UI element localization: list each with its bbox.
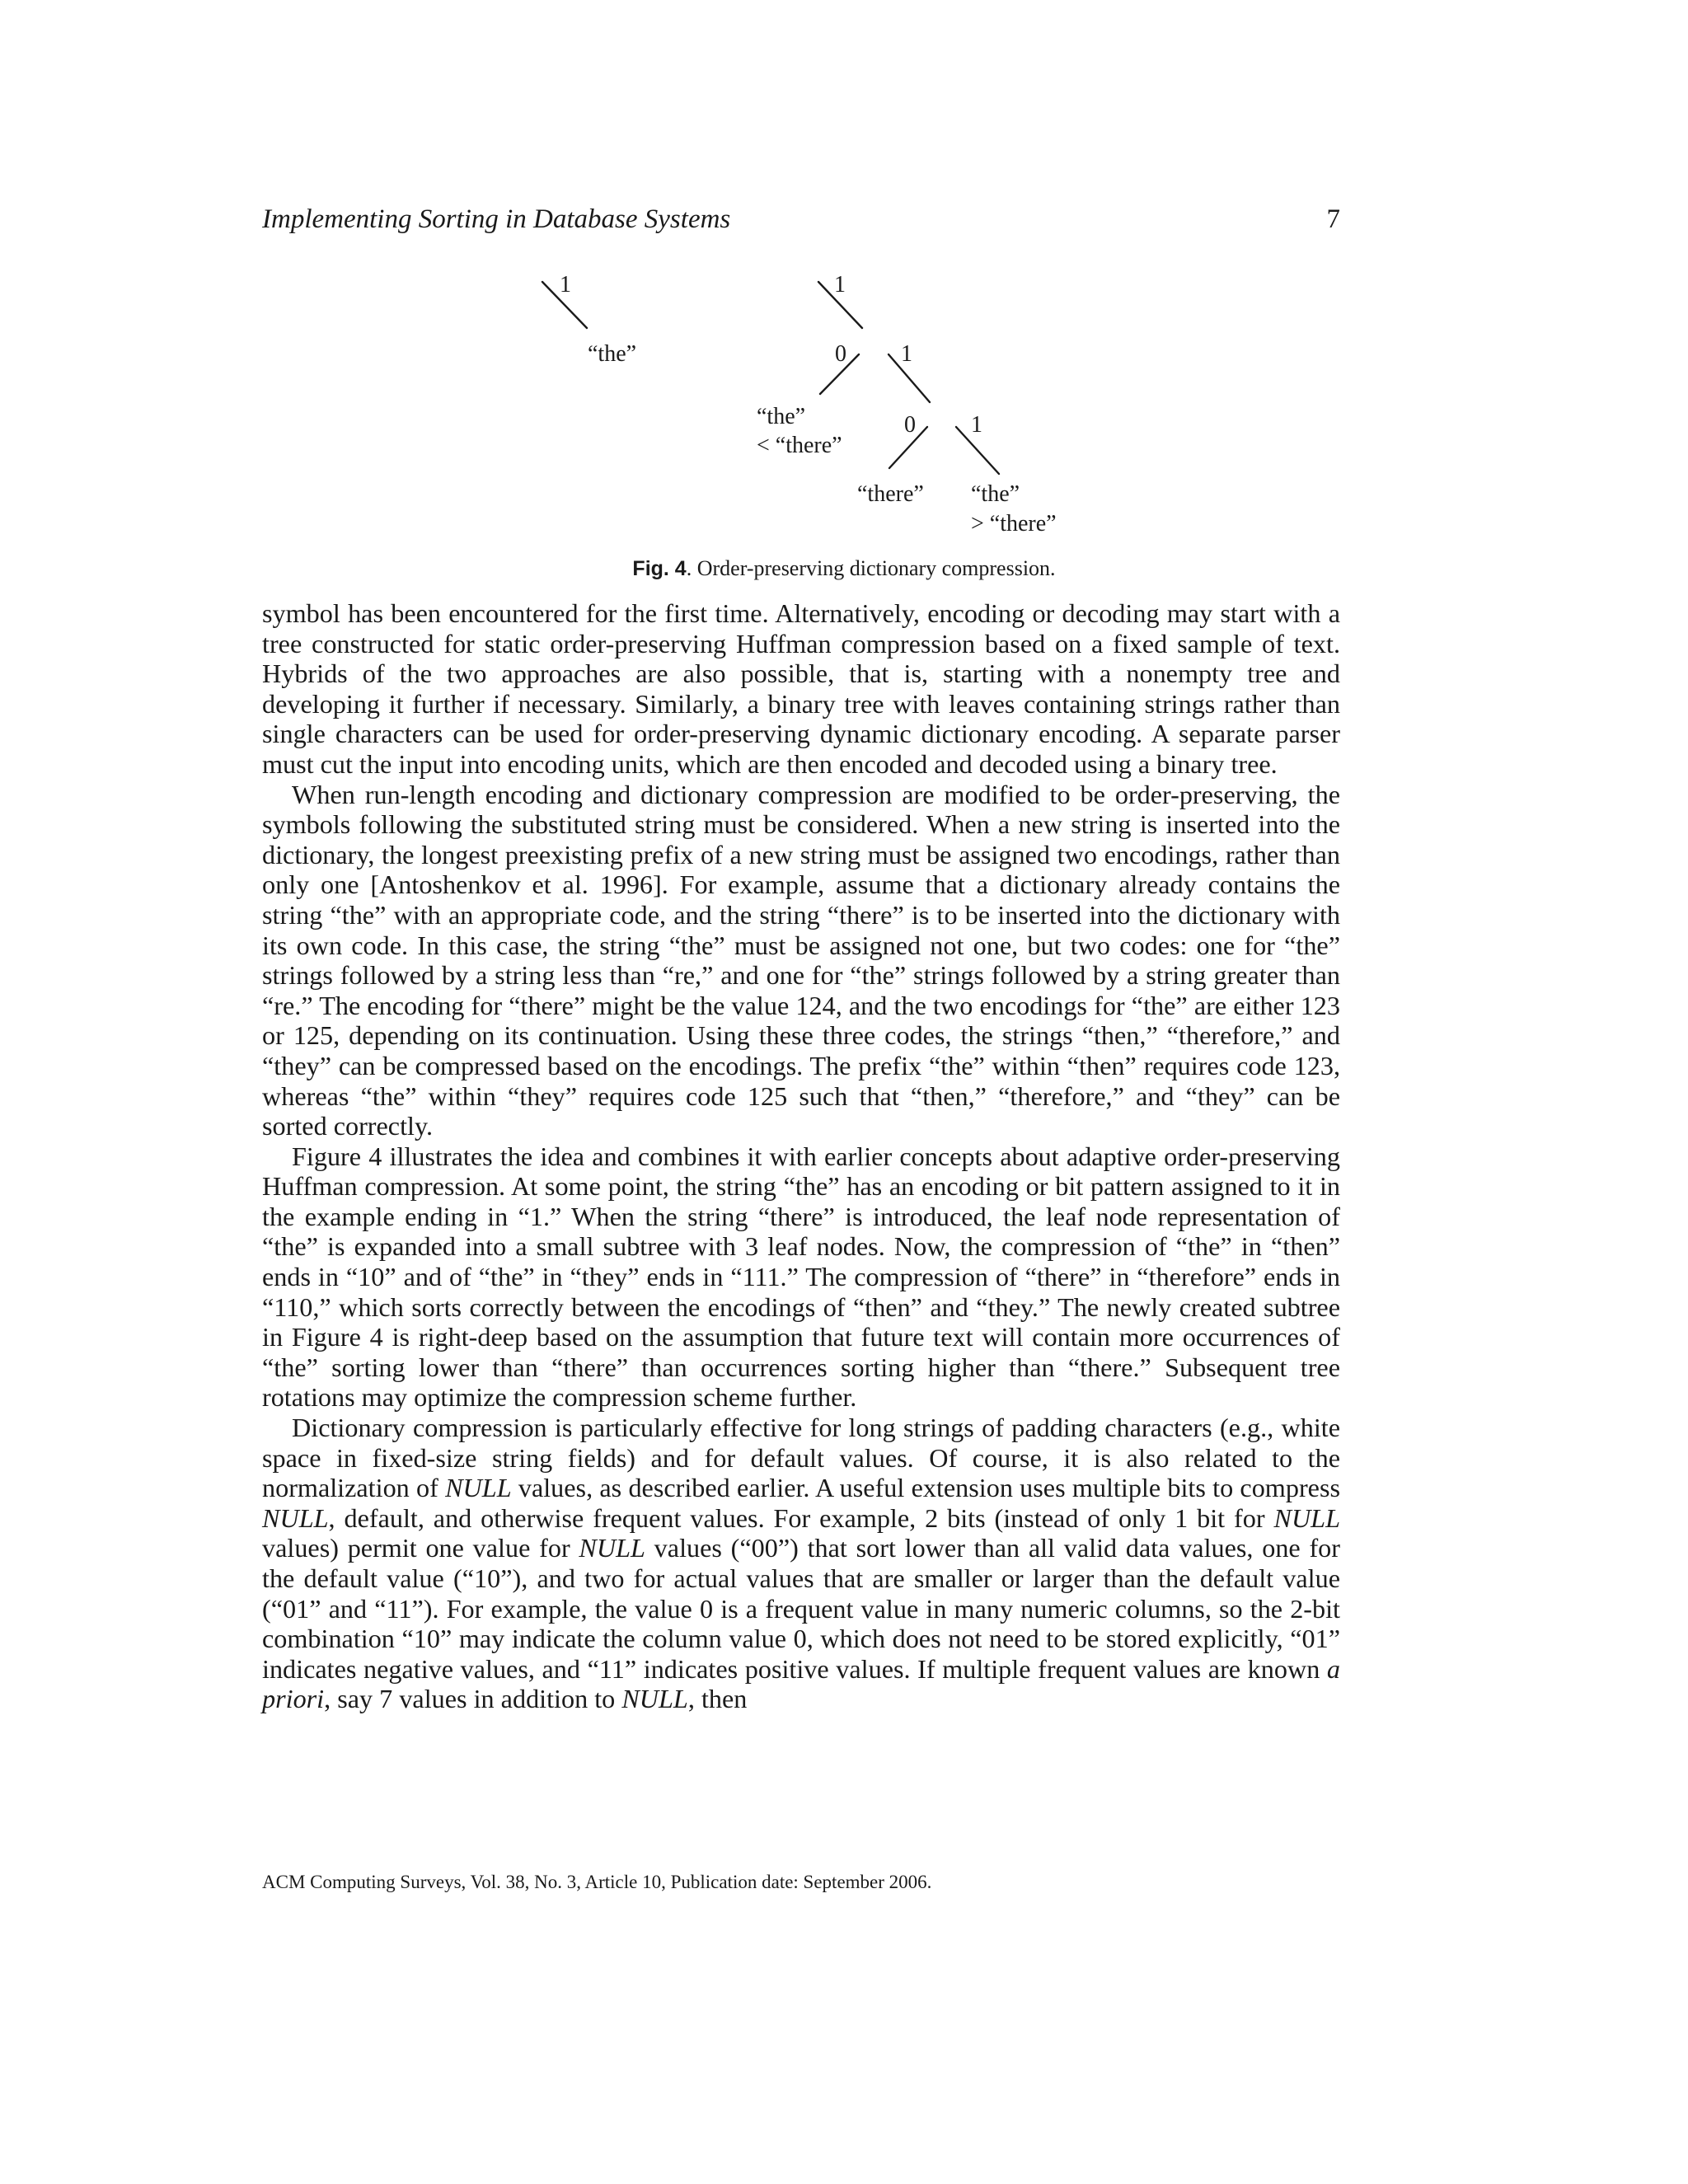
paragraph-3: Figure 4 illustrates the idea and combines it with earlier concepts about adaptive order-preserving Huffman compression. At some point, the string “the” has an encoding or bit pattern assigned to it in the example ending in “1.” When the string “there” is introduced, the leaf node representation of “the” is expanded into a small subtree with 3 leaf nodes. Now, the compression of “the” in “then” ends in “10” and of “the” in “they” ends in “111.” The compression of “there” in “therefore” ends in “110,” which sorts correctly between the encodings of “then” and “they.” The newly created subtree in Figure 4 is right-deep based on the assumption that future text will contain more occurrences of “the” sorting lower than “there” than occurrences sorting higher than “there.” Subsequent tree rotations may optimize the compression scheme further. xyxy=(262,1141,1340,1413)
leaf-the-less-line1: “the” xyxy=(757,404,806,429)
paragraph-2: When run-length encoding and dictionary compression are modified to be order-preserving, the symbols following the substituted string must be considered. When a new string is inserted into the dictionary, the longest preexisting prefix of a new string must be assigned two encodings, rather than only one [Antoshenkov et al. 1996]. For example, assume that a dictionary already contains the string “the” with an appropriate code, and the string “there” is to be inserted into the dictionary with its own code. In this case, the string “the” must be assigned not one, but two codes: one for “the” strings followed by a string less than “re,” and one for “the” strings followed by a string greater than “re.” The encoding for “there” might be the value 124, and the two encodings for “the” are either 123 or 125, depending on its continuation. Using these three codes, the strings “then,” “therefore,” and “they” can be compressed based on the encodings. The prefix “the” within “then” requires code 123, whereas “the” within “they” requires code 125 such that “then,” “therefore,” and “they” can be sorted correctly. xyxy=(262,779,1340,1141)
p4-null-1: NULL xyxy=(445,1473,512,1503)
right-tree-bit-1: 1 xyxy=(901,341,912,367)
figure-4 xyxy=(0,0,1688,593)
page-number: 7 xyxy=(1326,204,1340,234)
leaf-the-greater-line2: > “there” xyxy=(971,511,1057,537)
p4-text-g: , then xyxy=(687,1684,748,1714)
leaf-the-greater-line1: “the” xyxy=(971,481,1020,507)
p4-null-3: NULL xyxy=(1273,1502,1340,1533)
p4-null-5: NULL xyxy=(621,1684,688,1714)
figure-caption xyxy=(0,555,1688,582)
p4-text-c: , default, and otherwise frequent values. For example, 2 bits (instead of only 1 bit for xyxy=(328,1502,1274,1533)
subtree-bit-1: 1 xyxy=(971,412,982,438)
p4-text-b: values, as described earlier. A useful extension uses multiple bits to compress xyxy=(511,1473,1340,1503)
p4-text-e: values (“00”) that sort lower than all valid data values, one for the default value (“10”), and two for actual values that are smaller or larger than the default value (“01” and “11”). For example, the value 0 is a frequent value in many numeric columns, so the 2-bit combination “10” may indicate the column value 0, which does not need to be stored explicitly, “01” indicates negative values, and “11” indicates positive values. If multiple frequent values are known xyxy=(262,1533,1340,1684)
left-tree-leaf-the: “the” xyxy=(588,341,637,367)
journal-footer: ACM Computing Surveys, Vol. 38, No. 3, Article 10, Publication date: September 2006. xyxy=(262,1872,932,1892)
right-tree-root-bit: 1 xyxy=(834,272,846,298)
subtree-bit-0: 0 xyxy=(904,412,916,438)
p4-text-d: values) permit one value for xyxy=(262,1533,579,1563)
caption-text: . Order-preserving dictionary compression. xyxy=(686,556,1056,580)
body-text xyxy=(262,598,1340,1714)
p4-null-4: NULL xyxy=(579,1533,645,1563)
p4-text-a: Dictionary compression is particularly effective for long strings of padding characters (e.g., white space in fixed-size string fields) and for default values. Of course, it is also related to the normalization of xyxy=(262,1413,1340,1503)
caption-label: Fig. 4 xyxy=(632,557,687,580)
left-tree-root-bit: 1 xyxy=(560,272,571,298)
p4-null-2: NULL xyxy=(262,1502,329,1533)
leaf-there: “there” xyxy=(857,481,924,507)
running-title: Implementing Sorting in Database Systems xyxy=(262,204,731,234)
right-tree-bit-0: 0 xyxy=(835,341,846,367)
paragraph-1: symbol has been encountered for the first time. Alternatively, encoding or decoding may start with a tree constructed for static order-preserving Huffman compression based on a fixed sample of text. Hybrids of the two approaches are also possible, that is, starting with a nonempty tree and developing it further if necessary. Similarly, a binary tree with leaves containing strings rather than single characters can be used for order-preserving dynamic dictionary encoding. A separate parser must cut the input into encoding units, which are then encoded and decoded using a binary tree. xyxy=(262,598,1340,779)
paragraph-4 xyxy=(262,1413,1340,1714)
leaf-the-less-line2: < “there” xyxy=(757,433,842,458)
p4-a-priori: a priori xyxy=(262,1653,1340,1714)
p4-text-f: , say 7 values in addition to xyxy=(324,1684,622,1714)
